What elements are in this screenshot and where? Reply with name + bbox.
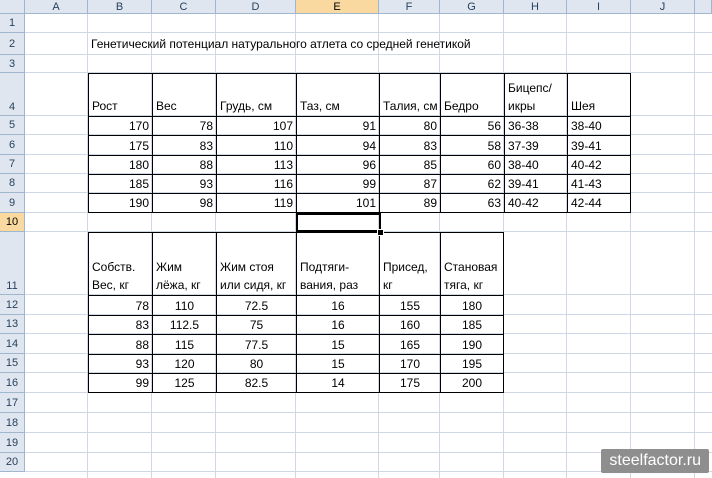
row-header-1[interactable]: 1 [0,14,25,33]
table1-data-cell[interactable]: 83 [379,135,440,155]
table2-data-cell[interactable]: 88 [88,334,152,354]
table1-data-cell[interactable]: 99 [296,174,379,193]
table2-data-cell[interactable]: 170 [379,354,440,373]
row-header-11[interactable]: 11 [0,232,25,295]
table2-data-cell[interactable]: 15 [296,334,379,354]
table2-data-cell[interactable]: 16 [296,315,379,334]
row-header-16[interactable]: 16 [0,373,25,393]
table1-data-cell[interactable]: 40-42 [504,193,567,213]
table1-data-cell[interactable]: 89 [379,193,440,213]
header-text: Жим стоя [220,260,274,274]
table2-data-cell[interactable]: 190 [440,334,504,354]
table2-data-cell[interactable]: 14 [296,373,379,393]
table1-data-cell[interactable]: 93 [152,174,216,193]
table2-data-cell[interactable]: 200 [440,373,504,393]
table1-data-cell[interactable]: 42-44 [567,193,631,213]
table1-header-cell[interactable] [440,73,504,116]
select-all-corner[interactable] [0,0,25,14]
table1-data-cell[interactable]: 113 [216,155,296,174]
table1-data-cell[interactable]: 170 [88,116,152,135]
table1-data-cell[interactable]: 63 [440,193,504,213]
table2-data-cell[interactable]: 75 [216,315,296,334]
table2-data-cell[interactable]: 165 [379,334,440,354]
table1-header-cell[interactable] [88,73,152,116]
table1-data-cell[interactable]: 40-42 [567,155,631,174]
table2-data-cell[interactable]: 80 [216,354,296,373]
gridline-vertical [694,14,695,478]
row-header-17[interactable]: 17 [0,393,25,413]
column-header-a[interactable]: A [25,0,88,14]
table2-header-cell[interactable] [296,232,379,295]
column-header-i[interactable]: I [567,0,631,14]
table2-data-cell[interactable]: 72.5 [216,295,296,315]
row-header-2[interactable]: 2 [0,33,25,55]
header-text: Вес, кг [92,278,129,292]
table2-data-cell[interactable]: 160 [379,315,440,334]
table1-data-cell[interactable]: 56 [440,116,504,135]
table2-data-cell[interactable]: 175 [379,373,440,393]
row-header-19[interactable]: 19 [0,433,25,453]
table1-data-cell[interactable]: 110 [216,135,296,155]
header-text: Вес [156,99,177,113]
table1-data-cell[interactable]: 62 [440,174,504,193]
row-header-5[interactable]: 5 [0,116,25,135]
table1-data-cell[interactable]: 185 [88,174,152,193]
header-text: Бицепс/ [508,81,552,95]
gridline-horizontal [25,412,712,413]
table1-data-cell[interactable]: 91 [296,116,379,135]
table2-data-cell[interactable]: 82.5 [216,373,296,393]
gridline-horizontal [25,54,712,55]
table2-data-cell[interactable]: 99 [88,373,152,393]
row-header-20[interactable]: 20 [0,453,25,472]
active-cell-e10[interactable] [296,213,381,232]
table1-data-cell[interactable]: 88 [152,155,216,174]
table1-header-cell[interactable] [296,73,379,116]
table1-data-cell[interactable]: 101 [296,193,379,213]
header-text: Собств. [92,260,136,274]
table2-data-cell[interactable]: 125 [152,373,216,393]
table2-data-cell[interactable]: 93 [88,354,152,373]
column-header-c[interactable]: C [152,0,216,14]
table1-data-cell[interactable]: 39-41 [504,174,567,193]
row-header-9[interactable]: 9 [0,193,25,213]
table1-data-cell[interactable]: 98 [152,193,216,213]
table1-data-cell[interactable]: 38-40 [567,116,631,135]
row-header-3[interactable]: 3 [0,55,25,73]
header-text: или сидя, кг [220,278,287,292]
table2-data-cell[interactable]: 77.5 [216,334,296,354]
table1-data-cell[interactable]: 85 [379,155,440,174]
table1-header-cell[interactable] [152,73,216,116]
header-text: лёжа, кг [156,278,201,292]
header-text: кг [383,278,393,292]
table1-data-cell[interactable]: 80 [379,116,440,135]
table1-data-cell[interactable]: 107 [216,116,296,135]
table2-data-cell[interactable]: 115 [152,334,216,354]
column-header-g[interactable]: G [440,0,504,14]
header-text: тяга, кг [444,278,484,292]
table1-data-cell[interactable]: 37-39 [504,135,567,155]
row-header-10[interactable]: 10 [0,213,25,232]
table2-header-cell[interactable] [379,232,440,295]
table1-data-cell[interactable]: 36-38 [504,116,567,135]
header-text: вания, раз [300,278,359,292]
header-text: Присед, [383,260,428,274]
table1-data-cell[interactable]: 94 [296,135,379,155]
table2-data-cell[interactable]: 120 [152,354,216,373]
table1-data-cell[interactable]: 96 [296,155,379,174]
header-text: Становая [444,260,498,274]
header-text: Таз, см [300,99,340,113]
header-text: икры [508,99,536,113]
fill-handle[interactable] [377,229,384,236]
table1-header-cell[interactable] [216,73,296,116]
table2-data-cell[interactable]: 15 [296,354,379,373]
row-header-12[interactable]: 12 [0,295,25,315]
column-header-h[interactable]: H [504,0,567,14]
table2-data-cell[interactable]: 180 [440,295,504,315]
column-header-f[interactable]: F [379,0,440,14]
table2-header-cell[interactable] [152,232,216,295]
header-text: Рост [92,99,118,113]
row-header-18[interactable]: 18 [0,413,25,433]
table1-header-cell[interactable] [379,73,440,116]
table1-data-cell[interactable]: 39-41 [567,135,631,155]
header-text: Грудь, см [220,99,273,113]
table2-data-cell[interactable]: 83 [88,315,152,334]
column-header-j[interactable]: J [631,0,695,14]
header-text: Шея [571,99,596,113]
gridline-horizontal [25,432,712,433]
watermark-logo: steelfactor.ru [601,449,709,473]
header-text: Бедро [444,99,479,113]
table1-data-cell[interactable]: 87 [379,174,440,193]
table1-data-cell[interactable]: 175 [88,135,152,155]
table2-data-cell[interactable]: 78 [88,295,152,315]
row-header-15[interactable]: 15 [0,354,25,373]
table1-data-cell[interactable]: 58 [440,135,504,155]
column-header-filler [695,0,712,14]
table2-data-cell[interactable]: 185 [440,315,504,334]
column-header-e[interactable]: E [296,0,379,14]
table1-data-cell[interactable]: 119 [216,193,296,213]
row-header-13[interactable]: 13 [0,315,25,334]
table1-data-cell[interactable]: 38-40 [504,155,567,174]
sheet-title-cell[interactable]: Генетический потенциал натурального атлета со средней генетикой [91,37,471,51]
column-header-d[interactable]: D [216,0,296,14]
header-text: Талия, см [383,99,438,113]
header-text: Жим [156,260,183,274]
header-text: Подтяги- [300,260,350,274]
table1-data-cell[interactable]: 83 [152,135,216,155]
row-header-7[interactable]: 7 [0,155,25,174]
table1-data-cell[interactable]: 60 [440,155,504,174]
row-header-8[interactable]: 8 [0,174,25,193]
table1-data-cell[interactable]: 41-43 [567,174,631,193]
gridline-horizontal [25,32,712,33]
table1-header-cell[interactable] [567,73,631,116]
table2-data-cell[interactable]: 155 [379,295,440,315]
column-header-b[interactable]: B [88,0,152,14]
table1-data-cell[interactable]: 116 [216,174,296,193]
table1-data-cell[interactable]: 78 [152,116,216,135]
table2-data-cell[interactable]: 16 [296,295,379,315]
row-header-4[interactable]: 4 [0,73,25,116]
row-header-6[interactable]: 6 [0,135,25,155]
table2-data-cell[interactable]: 195 [440,354,504,373]
table2-header-cell[interactable] [216,232,296,295]
table2-header-cell[interactable] [88,232,152,295]
table2-data-cell[interactable]: 112.5 [152,315,216,334]
table2-header-cell[interactable] [440,232,504,295]
table1-data-cell[interactable]: 190 [88,193,152,213]
table1-data-cell[interactable]: 180 [88,155,152,174]
row-header-14[interactable]: 14 [0,334,25,354]
table2-data-cell[interactable]: 110 [152,295,216,315]
table1-header-cell[interactable] [504,73,567,116]
